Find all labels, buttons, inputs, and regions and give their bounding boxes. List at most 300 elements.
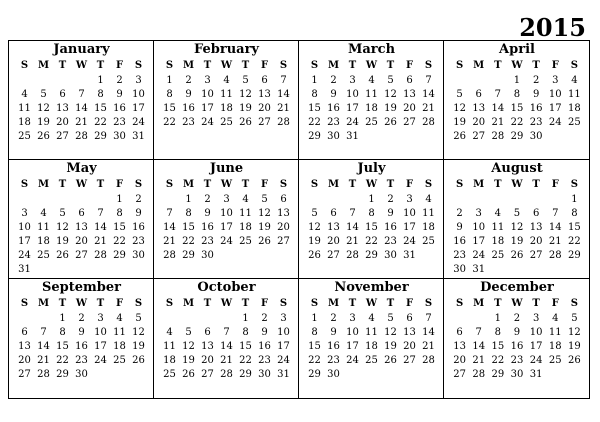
day-cell: 14 (422, 327, 435, 338)
weekday-header: S (20, 298, 29, 309)
day-cell: 8 (513, 89, 521, 100)
day-cell: 6 (406, 313, 413, 324)
day-cell: 27 (56, 131, 69, 142)
day-cell: 29 (308, 369, 321, 380)
weekday-header: S (570, 298, 579, 309)
empty-day-cell (488, 193, 507, 207)
day-cell: 12 (132, 327, 145, 338)
day-cell: 21 (220, 355, 233, 366)
day-cell: 11 (18, 103, 31, 114)
day-cell: 19 (239, 103, 252, 114)
day-cell: 23 (453, 250, 466, 261)
day-cell: 14 (346, 222, 359, 233)
day-cell: 28 (548, 250, 562, 261)
day-cell: 27 (403, 117, 416, 128)
weekday-header: F (405, 179, 414, 190)
empty-day-cell (15, 74, 34, 88)
day-cell: 27 (258, 117, 271, 128)
day-cell: 23 (201, 236, 214, 247)
month-days-grid (450, 177, 584, 277)
day-cell: 25 (37, 250, 50, 261)
day-cell: 6 (330, 208, 337, 219)
empty-day-cell (72, 74, 91, 88)
empty-day-cell (34, 74, 53, 88)
day-cell: 17 (346, 103, 359, 114)
weekday-header: W (220, 179, 233, 190)
day-cell: 6 (406, 75, 413, 86)
empty-day-cell (343, 193, 362, 207)
day-cell: 6 (21, 327, 28, 338)
weekday-header: T (386, 60, 395, 71)
day-cell: 27 (201, 369, 214, 380)
day-cell: 17 (529, 341, 543, 352)
day-cell: 12 (182, 341, 195, 352)
day-cell: 23 (75, 355, 88, 366)
weekday-header: M (182, 60, 195, 71)
day-cell: 31 (529, 369, 543, 380)
day-cell: 17 (132, 103, 145, 114)
empty-day-cell (450, 74, 469, 88)
weekday-header: S (165, 179, 174, 190)
day-cell: 5 (185, 327, 192, 338)
day-cell: 9 (532, 89, 540, 100)
day-cell: 16 (182, 103, 195, 114)
day-cell: 7 (494, 89, 502, 100)
day-cell: 2 (116, 75, 123, 86)
weekday-header: S (570, 179, 579, 190)
empty-day-cell (91, 193, 110, 207)
day-cell: 15 (568, 222, 581, 233)
day-cell: 1 (116, 194, 123, 205)
day-cell: 28 (163, 250, 176, 261)
empty-day-cell (72, 193, 91, 207)
day-cell: 21 (422, 103, 435, 114)
day-cell: 26 (56, 250, 69, 261)
weekday-header: S (165, 60, 174, 71)
month-days-grid (160, 177, 293, 263)
day-cell: 19 (308, 236, 321, 247)
day-cell: 16 (201, 222, 214, 233)
day-cell: 9 (204, 208, 211, 219)
day-cell: 14 (472, 341, 486, 352)
day-cell: 2 (204, 194, 211, 205)
day-cell: 1 (513, 75, 521, 86)
weekday-header: W (365, 60, 378, 71)
day-cell: 15 (365, 222, 378, 233)
day-cell: 15 (56, 341, 69, 352)
day-cell: 4 (368, 75, 375, 86)
day-cell: 26 (568, 355, 581, 366)
weekday-header: M (473, 298, 485, 309)
weekday-header: T (532, 298, 540, 309)
day-cell: 3 (223, 194, 230, 205)
month-days-grid (160, 58, 293, 130)
day-cell: 11 (422, 208, 435, 219)
month-name: April (499, 42, 535, 57)
weekday-header: T (494, 298, 502, 309)
day-cell: 12 (384, 89, 397, 100)
day-cell: 13 (18, 341, 31, 352)
day-cell: 30 (113, 131, 126, 142)
day-cell: 3 (532, 313, 540, 324)
month-block-february (154, 41, 299, 160)
day-cell: 31 (18, 264, 31, 275)
month-name: June (209, 161, 244, 176)
day-cell: 22 (510, 117, 524, 128)
day-cell: 1 (166, 75, 173, 86)
day-cell: 27 (18, 369, 31, 380)
weekday-header: S (310, 179, 319, 190)
day-cell: 12 (56, 222, 69, 233)
day-cell: 23 (132, 236, 145, 247)
weekday-header: F (551, 60, 559, 71)
weekday-header: W (75, 298, 88, 309)
day-cell: 29 (182, 250, 195, 261)
day-cell: 17 (277, 341, 290, 352)
weekday-header: S (165, 298, 174, 309)
day-cell: 20 (327, 236, 340, 247)
day-cell: 21 (37, 355, 50, 366)
weekday-header: F (551, 179, 559, 190)
weekday-header: S (310, 298, 319, 309)
day-cell: 15 (163, 103, 176, 114)
weekday-header: S (20, 179, 29, 190)
day-cell: 22 (94, 117, 107, 128)
day-cell: 8 (494, 327, 502, 338)
day-cell: 14 (548, 222, 562, 233)
day-cell: 29 (239, 369, 252, 380)
day-cell: 3 (97, 313, 104, 324)
day-cell: 19 (56, 236, 69, 247)
month-block-april (444, 41, 589, 160)
day-cell: 22 (491, 355, 505, 366)
weekday-header: M (37, 60, 50, 71)
weekday-header: M (182, 179, 195, 190)
day-cell: 18 (491, 236, 505, 247)
day-cell: 16 (510, 341, 524, 352)
day-cell: 26 (510, 250, 524, 261)
day-cell: 28 (94, 250, 107, 261)
weekday-header: M (473, 179, 485, 190)
day-cell: 17 (548, 103, 562, 114)
weekday-header: S (279, 60, 288, 71)
day-cell: 7 (78, 89, 85, 100)
weekday-header: T (532, 60, 540, 71)
day-cell: 1 (242, 313, 249, 324)
day-cell: 11 (163, 341, 176, 352)
day-cell: 2 (185, 75, 192, 86)
day-cell: 8 (242, 327, 249, 338)
day-cell: 22 (56, 355, 69, 366)
month-days-grid (450, 296, 584, 382)
day-cell: 15 (308, 341, 321, 352)
month-name: March (347, 42, 396, 57)
day-cell: 19 (182, 355, 195, 366)
month-days-grid (305, 296, 438, 382)
day-cell: 3 (204, 75, 211, 86)
day-cell: 7 (166, 208, 173, 219)
month-block-january (9, 41, 154, 160)
day-cell: 18 (568, 103, 581, 114)
day-cell: 4 (425, 194, 432, 205)
empty-day-cell (469, 312, 488, 326)
day-cell: 29 (491, 369, 505, 380)
day-cell: 3 (475, 208, 482, 219)
day-cell: 17 (472, 236, 486, 247)
empty-day-cell (160, 312, 179, 326)
day-cell: 1 (311, 313, 318, 324)
day-cell: 8 (368, 208, 375, 219)
day-cell: 20 (529, 236, 543, 247)
day-cell: 2 (261, 313, 268, 324)
day-cell: 17 (201, 103, 214, 114)
day-cell: 26 (308, 250, 321, 261)
day-cell: 2 (456, 208, 463, 219)
day-cell: 21 (548, 236, 562, 247)
empty-day-cell (488, 74, 507, 88)
day-cell: 6 (532, 208, 540, 219)
day-cell: 5 (387, 75, 394, 86)
day-cell: 3 (406, 194, 413, 205)
day-cell: 8 (116, 208, 123, 219)
day-cell: 11 (220, 89, 233, 100)
day-cell: 24 (18, 250, 31, 261)
weekday-header: T (386, 298, 395, 309)
day-cell: 13 (403, 89, 416, 100)
day-cell: 25 (113, 355, 126, 366)
day-cell: 28 (422, 117, 435, 128)
day-cell: 21 (163, 236, 176, 247)
day-cell: 7 (97, 208, 104, 219)
day-cell: 13 (201, 341, 214, 352)
day-cell: 9 (330, 89, 337, 100)
day-cell: 23 (258, 355, 271, 366)
day-cell: 7 (349, 208, 356, 219)
weekday-header: S (310, 60, 319, 71)
day-cell: 6 (204, 327, 211, 338)
day-cell: 15 (113, 222, 126, 233)
weekday-header: T (58, 298, 67, 309)
weekday-header: W (511, 60, 523, 71)
day-cell: 7 (280, 75, 287, 86)
weekday-header: T (58, 60, 67, 71)
day-cell: 23 (529, 117, 543, 128)
weekday-header: T (532, 179, 540, 190)
day-cell: 7 (40, 327, 47, 338)
day-cell: 28 (37, 369, 50, 380)
day-cell: 4 (494, 208, 502, 219)
day-cell: 5 (59, 208, 66, 219)
empty-day-cell (34, 312, 53, 326)
weekday-header: S (20, 60, 29, 71)
weekday-header: M (182, 298, 195, 309)
day-cell: 26 (37, 131, 50, 142)
day-cell: 16 (453, 236, 466, 247)
day-cell: 2 (532, 75, 540, 86)
day-cell: 27 (75, 250, 88, 261)
weekday-header: S (455, 298, 464, 309)
day-cell: 21 (94, 236, 107, 247)
weekday-header: S (424, 298, 433, 309)
calendar-year-title: 2015 (519, 13, 586, 42)
day-cell: 30 (327, 131, 340, 142)
day-cell: 14 (94, 222, 107, 233)
month-name: August (491, 161, 543, 176)
day-cell: 6 (78, 208, 85, 219)
day-cell: 27 (472, 131, 486, 142)
day-cell: 28 (491, 131, 505, 142)
day-cell: 1 (59, 313, 66, 324)
weekday-header: F (260, 298, 269, 309)
calendar-grid (8, 40, 590, 399)
day-cell: 30 (384, 250, 397, 261)
day-cell: 13 (403, 327, 416, 338)
month-block-june (154, 160, 299, 279)
day-cell: 9 (330, 327, 337, 338)
day-cell: 11 (568, 89, 581, 100)
day-cell: 18 (163, 355, 176, 366)
day-cell: 31 (132, 131, 145, 142)
month-name: February (193, 42, 259, 57)
weekday-header: F (405, 298, 414, 309)
day-cell: 20 (201, 355, 214, 366)
day-cell: 18 (18, 117, 31, 128)
day-cell: 2 (135, 194, 142, 205)
day-cell: 21 (346, 236, 359, 247)
day-cell: 28 (472, 369, 486, 380)
weekday-header: W (511, 298, 523, 309)
day-cell: 20 (56, 117, 69, 128)
day-cell: 18 (113, 341, 126, 352)
day-cell: 4 (21, 89, 28, 100)
day-cell: 10 (472, 222, 486, 233)
day-cell: 14 (163, 222, 176, 233)
day-cell: 5 (40, 89, 47, 100)
day-cell: 29 (568, 250, 581, 261)
day-cell: 25 (422, 236, 435, 247)
weekday-header: M (37, 298, 50, 309)
day-cell: 16 (384, 222, 397, 233)
day-cell: 24 (94, 355, 107, 366)
day-cell: 18 (422, 222, 435, 233)
day-cell: 23 (182, 117, 195, 128)
day-cell: 20 (453, 355, 466, 366)
day-cell: 4 (40, 208, 47, 219)
weekday-header: W (365, 298, 378, 309)
day-cell: 25 (491, 250, 505, 261)
day-cell: 16 (75, 341, 88, 352)
day-cell: 20 (472, 117, 486, 128)
day-cell: 14 (422, 89, 435, 100)
month-days-grid (160, 296, 293, 382)
day-cell: 17 (403, 222, 416, 233)
weekday-header: M (327, 298, 340, 309)
month-name: October (197, 280, 256, 295)
day-cell: 4 (223, 75, 230, 86)
day-cell: 10 (94, 327, 107, 338)
empty-day-cell (527, 193, 546, 207)
day-cell: 21 (491, 117, 505, 128)
day-cell: 12 (37, 103, 50, 114)
day-cell: 31 (277, 369, 290, 380)
day-cell: 23 (327, 355, 340, 366)
day-cell: 22 (308, 355, 321, 366)
day-cell: 31 (403, 250, 416, 261)
weekday-header: T (494, 179, 502, 190)
weekday-header: W (75, 60, 88, 71)
month-name: September (42, 280, 121, 295)
empty-day-cell (15, 193, 34, 207)
day-cell: 24 (346, 117, 359, 128)
day-cell: 6 (59, 89, 66, 100)
day-cell: 21 (75, 117, 88, 128)
empty-day-cell (160, 193, 179, 207)
day-cell: 5 (571, 313, 578, 324)
day-cell: 1 (97, 75, 104, 86)
empty-day-cell (198, 312, 217, 326)
day-cell: 7 (425, 75, 432, 86)
month-days-grid (15, 177, 148, 277)
day-cell: 8 (166, 89, 173, 100)
weekday-header: F (405, 60, 414, 71)
day-cell: 6 (280, 194, 287, 205)
day-cell: 9 (513, 327, 521, 338)
day-cell: 22 (308, 117, 321, 128)
day-cell: 20 (277, 222, 290, 233)
month-days-grid (450, 58, 584, 144)
day-cell: 16 (327, 103, 340, 114)
day-cell: 9 (456, 222, 463, 233)
day-cell: 25 (568, 117, 581, 128)
day-cell: 26 (132, 355, 145, 366)
weekday-header: F (115, 60, 124, 71)
day-cell: 19 (453, 117, 466, 128)
weekday-header: S (134, 60, 143, 71)
day-cell: 1 (571, 194, 578, 205)
day-cell: 16 (327, 341, 340, 352)
empty-day-cell (179, 312, 198, 326)
empty-day-cell (450, 312, 469, 326)
day-cell: 7 (552, 208, 559, 219)
day-cell: 23 (327, 117, 340, 128)
day-cell: 10 (548, 89, 562, 100)
day-cell: 30 (510, 369, 524, 380)
day-cell: 26 (384, 117, 397, 128)
day-cell: 16 (529, 103, 543, 114)
day-cell: 19 (132, 341, 145, 352)
day-cell: 25 (163, 369, 176, 380)
day-cell: 17 (18, 236, 31, 247)
day-cell: 20 (258, 103, 271, 114)
weekday-header: T (58, 179, 67, 190)
day-cell: 6 (456, 327, 463, 338)
day-cell: 7 (425, 313, 432, 324)
day-cell: 18 (365, 341, 378, 352)
empty-day-cell (305, 193, 324, 207)
weekday-header: T (203, 179, 212, 190)
day-cell: 30 (201, 250, 214, 261)
day-cell: 22 (568, 236, 581, 247)
day-cell: 8 (97, 89, 104, 100)
day-cell: 28 (277, 117, 290, 128)
day-cell: 1 (185, 194, 192, 205)
day-cell: 14 (37, 341, 50, 352)
day-cell: 17 (220, 222, 233, 233)
weekday-header: S (424, 179, 433, 190)
weekday-header: T (241, 179, 250, 190)
day-cell: 22 (113, 236, 126, 247)
day-cell: 27 (277, 236, 290, 247)
